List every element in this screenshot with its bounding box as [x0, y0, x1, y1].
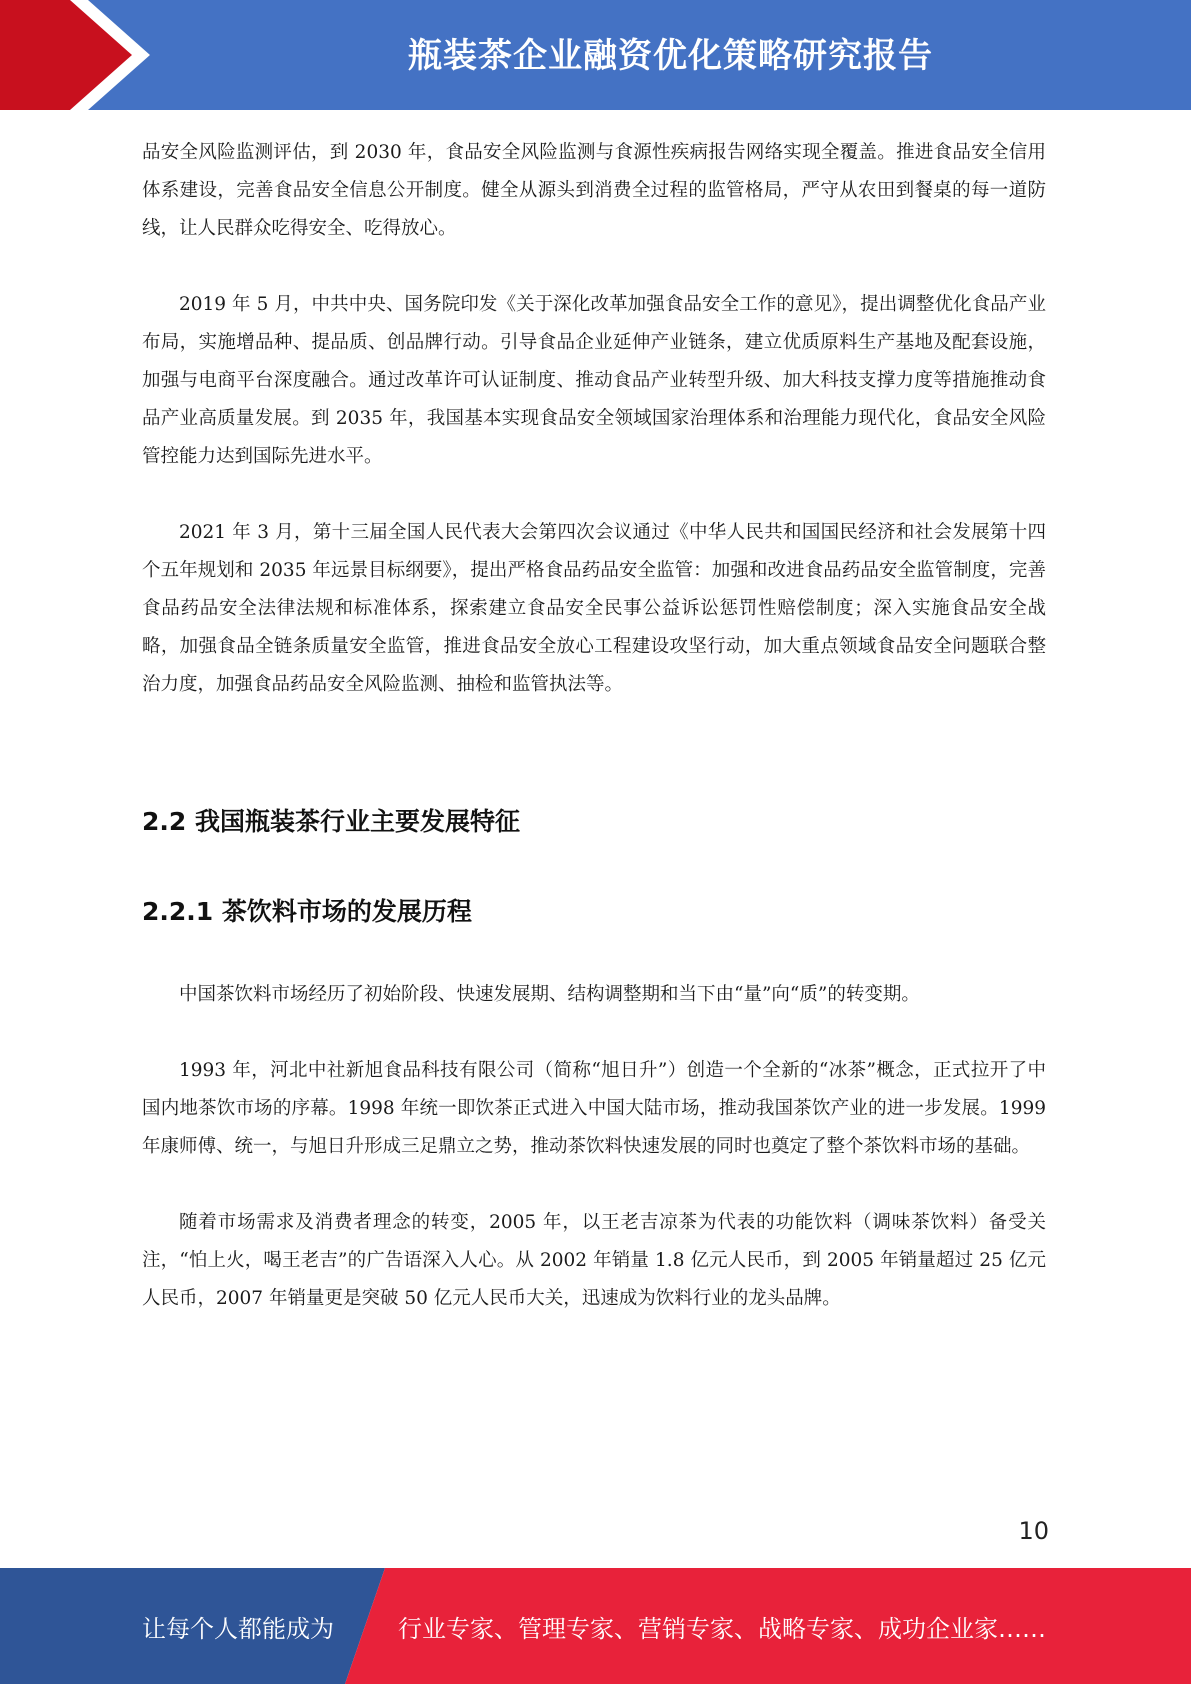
page-number: 10: [1018, 1517, 1049, 1545]
paragraph: 2019 年 5 月，中共中央、国务院印发《关于深化改革加强食品安全工作的意见》，提出调整优化食品产业布局，实施增品种、提品质、创品牌行动。引导食品企业延伸产业链条，建立优质原料生产基地及配套设施，加强与电商平台深度融合。通过改革许可认证制度、推动食品产业转型升级、加大科技支撑力度等措施推动食品产业高质量发展。到 2035 年，我国基本实现食品安全领域国家治理体系和治理能力现代化，食品安全风险管控能力达到国际先进水平。: [142, 294, 1046, 467]
page-header: [0, 0, 1191, 110]
section-heading-2-2: 2.2 我国瓶装茶行业主要发展特征: [142, 807, 520, 836]
page-content: [142, 134, 1046, 1318]
footer-slogan-right: 行业专家、管理专家、营销专家、战略专家、成功企业家……: [398, 1614, 1046, 1643]
section-heading-2-2-1: 2.2.1 茶饮料市场的发展历程: [142, 897, 472, 926]
paragraph: 品安全风险监测评估，到 2030 年，食品安全风险监测与食源性疾病报告网络实现全覆盖。推进食品安全信用体系建设，完善食品安全信息公开制度。健全从源头到消费全过程的监管格局，严守从农田到餐桌的每一道防线，让人民群众吃得安全、吃得放心。: [142, 142, 1046, 239]
footer-slogan-left: 让每个人都能成为: [142, 1614, 334, 1643]
report-title: 瓶装茶企业融资优化策略研究报告: [408, 35, 933, 76]
paragraph: 中国茶饮料市场经历了初始阶段、快速发展期、结构调整期和当下由“量”向“质”的转变期。: [179, 984, 920, 1005]
paragraph: 2021 年 3 月，第十三届全国人民代表大会第四次会议通过《中华人民共和国国民经济和社会发展第十四个五年规划和 2035 年远景目标纲要》，提出严格食品药品安全监管：加强和改进食品药品安全监管制度，完善食品药品安全法律法规和标准体系，探索建立食品安全民事公益诉讼惩罚性赔偿制度；深入实施食品安全战略，加强食品全链条质量安全监管，推进食品安全放心工程建设攻坚行动，加大重点领域食品安全问题联合整治力度，加强食品药品安全风险监测、抽检和监管执法等。: [142, 522, 1046, 695]
paragraph: 1993 年，河北中社新旭食品科技有限公司（简称“旭日升”）创造一个全新的“冰茶”概念，正式拉开了中国内地茶饮市场的序幕。1998 年统一即饮茶正式进入中国大陆市场，推动我国茶饮产业的进一步发展。1999 年康师傅、统一，与旭日升形成三足鼎立之势，推动茶饮料快速发展的同时也奠定了整个茶饮料市场的基础。: [142, 1060, 1046, 1157]
page-footer: [0, 1568, 1191, 1684]
paragraph: 随着市场需求及消费者理念的转变，2005 年，以王老吉凉茶为代表的功能饮料（调味茶饮料）备受关注，“怕上火，喝王老吉”的广告语深入人心。从 2002 年销量 1.8 亿元人民币，到 2005 年销量超过 25 亿元人民币，2007 年销量更是突破 50 亿元人民币大关，迅速成为饮料行业的龙头品牌。: [142, 1212, 1046, 1309]
red-arrow-shape: [0, 0, 150, 110]
